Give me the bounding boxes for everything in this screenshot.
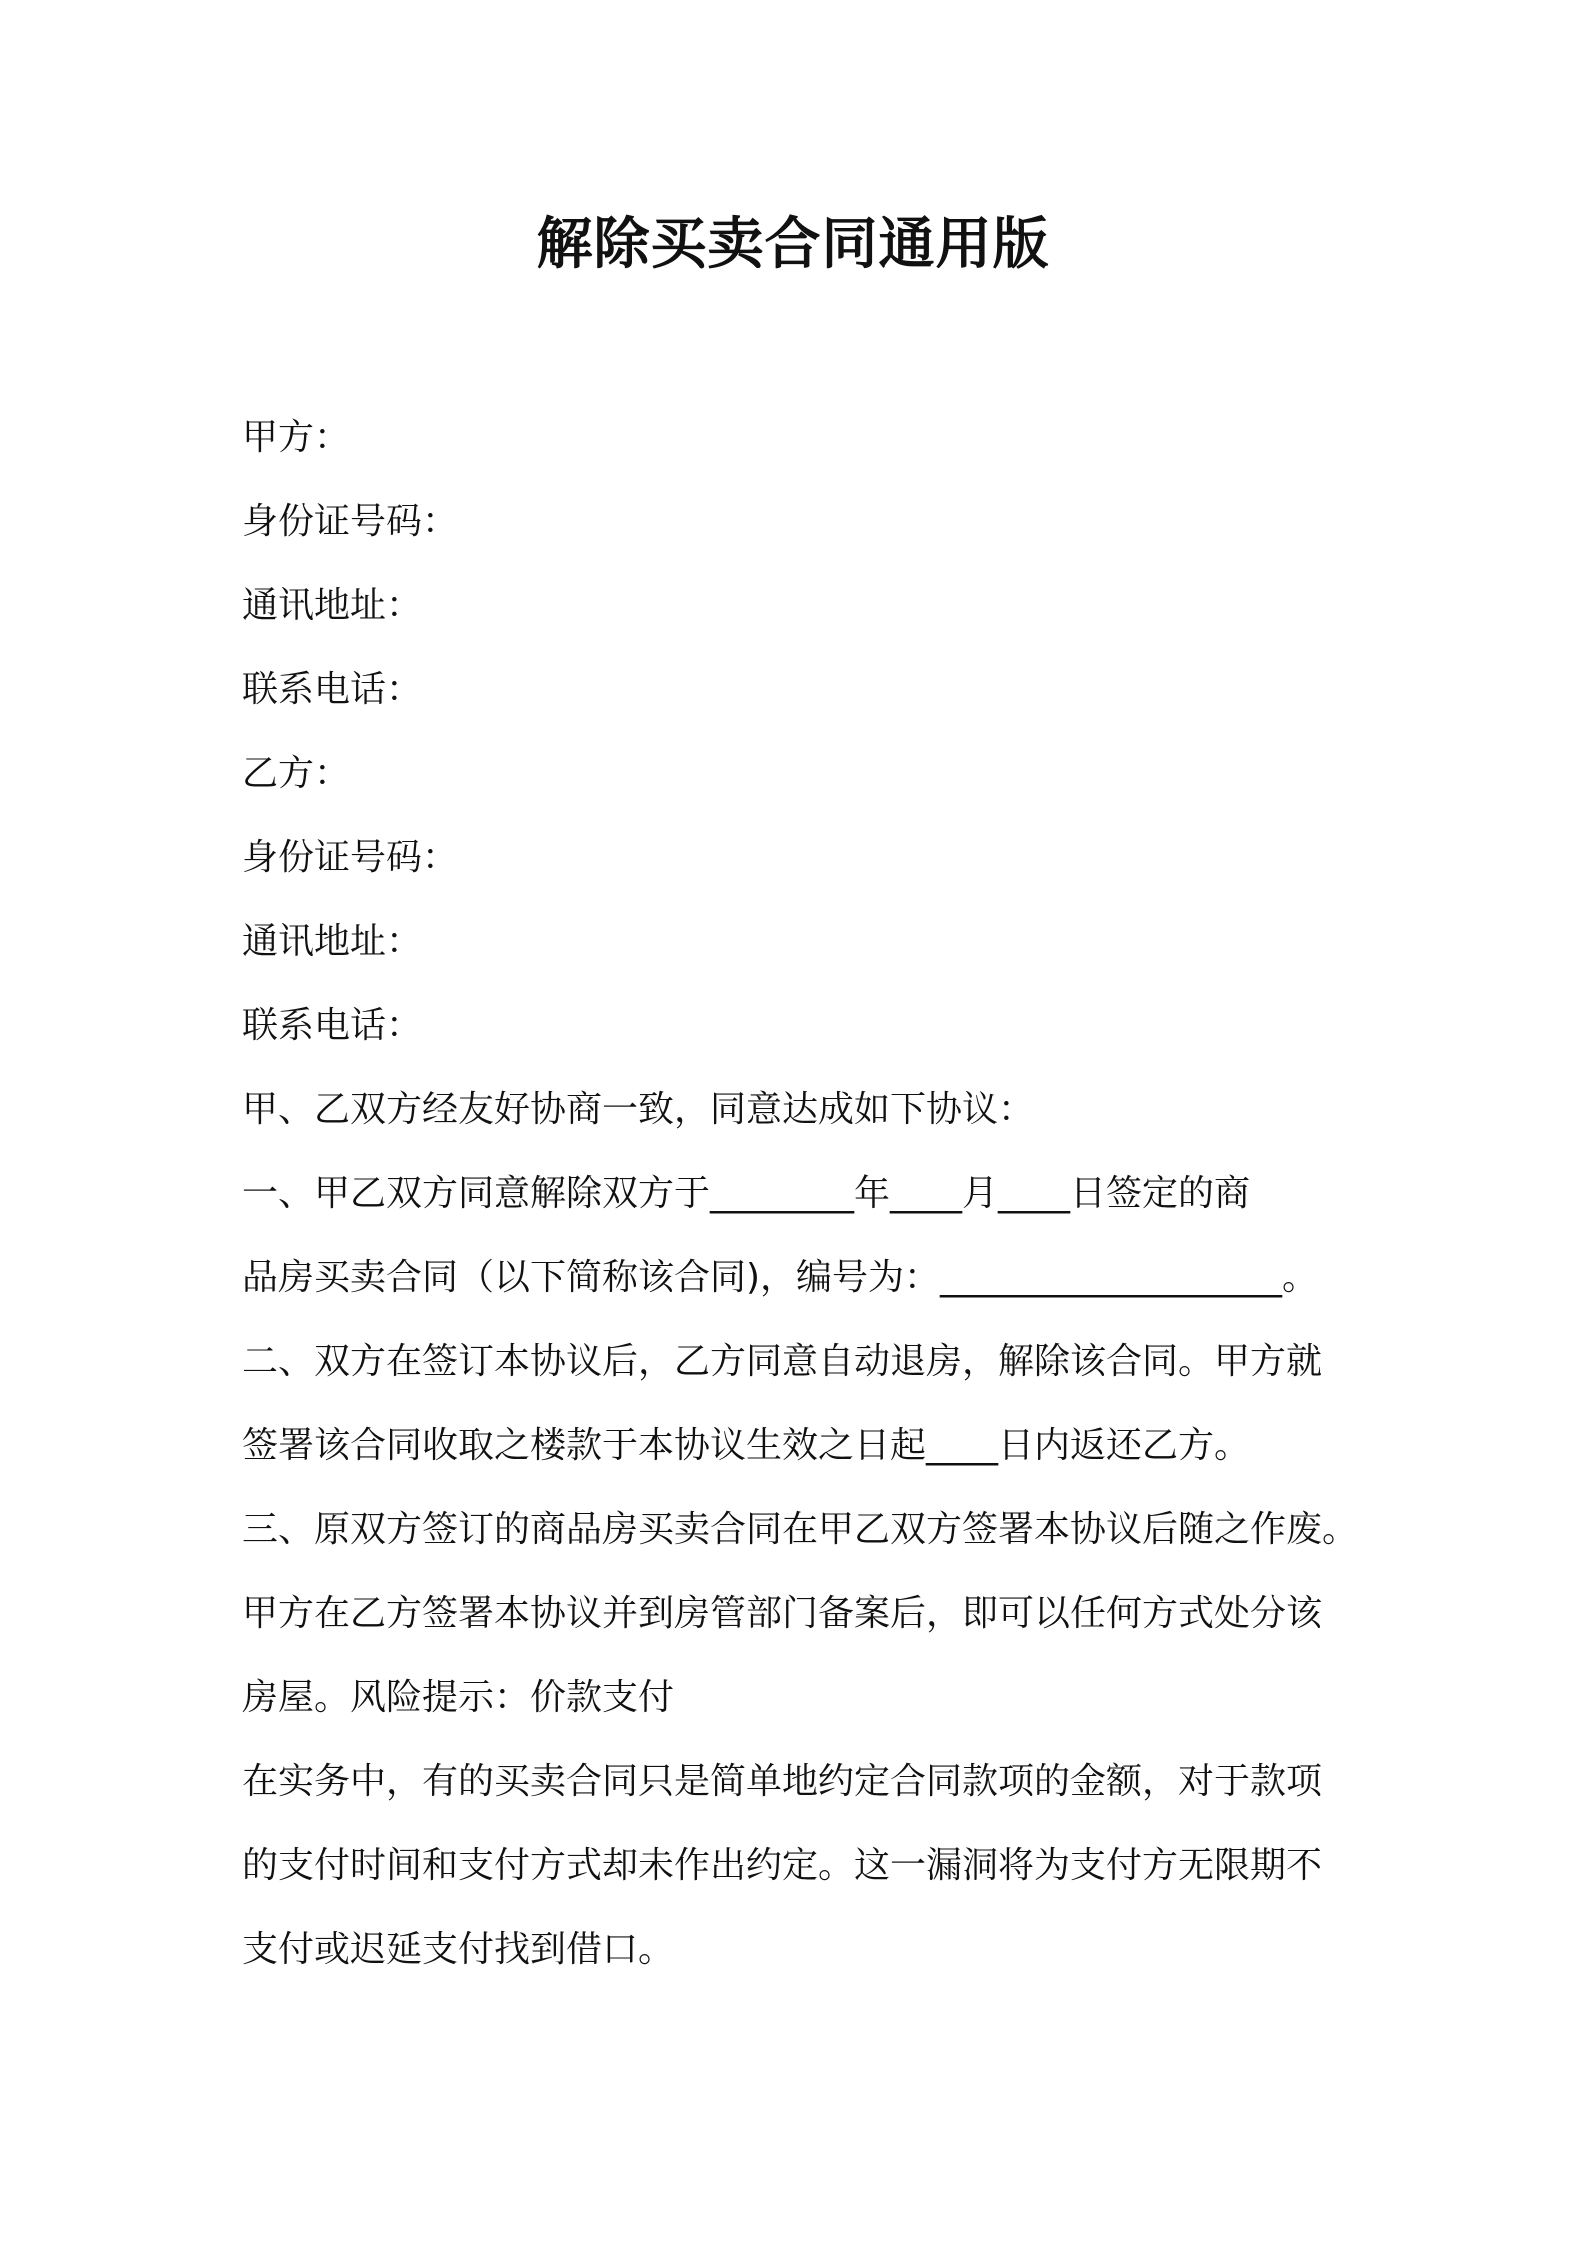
clause-three-line-2: 甲方在乙方签署本协议并到房管部门备案后，即可以任何方式处分该 <box>242 1593 1323 1634</box>
document-title: 解除买卖合同通用版 <box>536 212 1050 277</box>
agreement-intro: 甲、乙双方经友好协商一致，同意达成如下协议： <box>242 1089 1035 1130</box>
clause-one-line-1: 一、甲乙双方同意解除双方于________年____月____日签定的商 <box>242 1173 1251 1214</box>
party-a-id-number: 身份证号码： <box>242 501 459 542</box>
party-a-phone: 联系电话： <box>242 669 423 710</box>
clause-one-line-2: 品房买卖合同（以下简称该合同)，编号为：___________________。 <box>242 1257 1319 1298</box>
risk-note-line-2: 的支付时间和支付方式却未作出约定。这一漏洞将为支付方无限期不 <box>242 1845 1323 1886</box>
clause-three-line-1: 三、原双方签订的商品房买卖合同在甲乙双方签署本协议后随之作废。 <box>242 1509 1359 1550</box>
party-b-address: 通讯地址： <box>242 921 423 962</box>
clause-two-line-2: 签署该合同收取之楼款于本协议生效之日起____日内返还乙方。 <box>242 1425 1251 1466</box>
clause-three-line-3: 房屋。风险提示：价款支付 <box>242 1677 675 1718</box>
risk-note-line-1: 在实务中，有的买卖合同只是简单地约定合同款项的金额，对于款项 <box>242 1761 1323 1802</box>
party-b-label: 乙方： <box>242 753 351 794</box>
party-a-address: 通讯地址： <box>242 585 423 626</box>
party-b-phone: 联系电话： <box>242 1005 423 1046</box>
party-b-id-number: 身份证号码： <box>242 837 459 878</box>
clause-two-line-1: 二、双方在签订本协议后，乙方同意自动退房，解除该合同。甲方就 <box>242 1341 1323 1382</box>
party-a-label: 甲方： <box>242 417 351 458</box>
risk-note-line-3: 支付或迟延支付找到借口。 <box>242 1929 675 1970</box>
